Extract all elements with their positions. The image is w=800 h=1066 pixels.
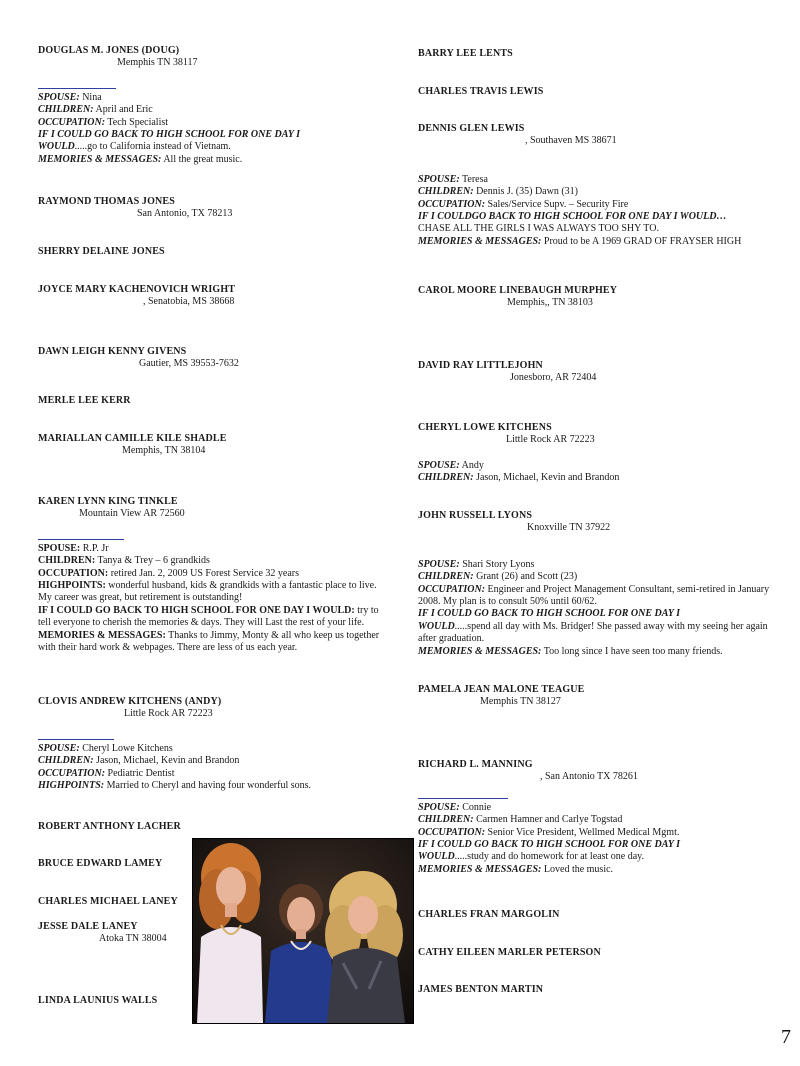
reunion-photo [192, 838, 414, 1024]
spouse-line: SPOUSE: Teresa [418, 173, 488, 185]
spouse-line: SPOUSE: R.P. Jr [38, 542, 109, 554]
entry-name: RAYMOND THOMAS JONES [38, 196, 175, 207]
divider-rule [38, 88, 116, 89]
entry-david-littlejohn [418, 360, 778, 385]
spouse-line: SPOUSE: Connie [418, 801, 492, 813]
entry-mariallan-shadle [38, 433, 390, 458]
spouse-line: SPOUSE: Shari Story Lyons [418, 558, 535, 570]
would-line: WOULD.....spend all day with Ms. Bridger! She passed away with my seeing her again after graduation. [418, 620, 768, 645]
occupation-line: OCCUPATION: Sales/Service Supv. – Security Fire [418, 198, 629, 210]
entry-richard-manning [418, 759, 778, 876]
entry-address: San Antonio, TX 78213 [137, 208, 233, 220]
if-i-could-line: IF I COULD GO BACK TO HIGH SCHOOL FOR ONE DAY I [38, 129, 300, 141]
entry-address: Little Rock AR 72223 [506, 434, 595, 446]
occupation-line: OCCUPATION: Senior Vice President, Wellmed Medical Mgmt. [418, 826, 680, 838]
children-line: CHILDREN: Carmen Hamner and Carlye Togstad [418, 814, 623, 826]
divider-rule [38, 539, 124, 540]
if-i-could-line: IF I COULD GO BACK TO HIGH SCHOOL FOR ONE DAY I WOULD: try to tell everyone to cherish the memories & days. They will Last the rest of your life. [38, 604, 379, 629]
entry-name: CHERYL LOWE KITCHENS [418, 422, 552, 433]
highpoints-line: HIGHPOINTS: wonderful husband, kids & grandkids with a fantastic place to live. My career was great, but retirement is outstanding! [38, 580, 377, 604]
would-line: WOULD.....study and do homework for at least one day. [418, 851, 644, 863]
entry-name: JESSE DALE LANEY [38, 921, 138, 932]
entry-address: , San Antonio TX 78261 [540, 771, 638, 783]
entry-address: Gautier, MS 39553-7632 [139, 358, 239, 370]
entry-name: LINDA LAUNIUS WALLS [38, 995, 158, 1006]
entry-address: Knoxville TN 37922 [527, 522, 611, 534]
occupation-line: OCCUPATION: Tech Specialist [38, 116, 169, 128]
children-line: CHILDREN: April and Eric [38, 104, 153, 116]
children-line: CHILDREN: Jason, Michael, Kevin and Brandon [38, 755, 240, 767]
spouse-line: SPOUSE: Andy [418, 459, 484, 471]
entry-douglas-jones [38, 45, 390, 166]
entry-james-martin [418, 984, 778, 996]
children-line: CHILDREN: Grant (26) and Scott (23) [418, 571, 578, 583]
occupation-line: OCCUPATION: Pediatric Dentist [38, 767, 175, 779]
entry-name: CATHY EILEEN MARLER PETERSON [418, 947, 601, 958]
entry-address: , Senatobia, MS 38668 [143, 296, 235, 308]
entry-address: Jonesboro, AR 72404 [510, 372, 597, 384]
entry-karen-tinkle [38, 496, 390, 654]
page-number: 7 [781, 1026, 791, 1048]
entry-barry-lents [418, 48, 778, 60]
entry-address: Little Rock AR 72223 [124, 708, 213, 720]
entry-merle-kerr [38, 395, 390, 407]
memories-line: MEMORIES & MESSAGES: Loved the music. [418, 863, 614, 875]
entry-john-lyons [418, 510, 778, 658]
memories-line: MEMORIES & MESSAGES: Too long since I have seen too many friends. [418, 645, 723, 657]
if-i-could-line: IF I COULD GO BACK TO HIGH SCHOOL FOR ONE DAY I [418, 839, 680, 851]
entry-name: KAREN LYNN KING TINKLE [38, 496, 178, 507]
entry-charles-lewis [418, 86, 778, 98]
spouse-line: SPOUSE: Cheryl Lowe Kitchens [38, 742, 173, 754]
if-i-could-line: IF I COULD GO BACK TO HIGH SCHOOL FOR ONE DAY I [418, 608, 680, 620]
entry-name: JOHN RUSSELL LYONS [418, 510, 533, 521]
entry-name: BARRY LEE LENTS [418, 48, 513, 59]
entry-name: PAMELA JEAN MALONE TEAGUE [418, 684, 585, 695]
spouse-line: SPOUSE: Nina [38, 91, 102, 103]
if-i-could-answer: CHASE ALL THE GIRLS I WAS ALWAYS TOO SHY TO. [418, 223, 659, 235]
would-line: WOULD.....go to California instead of Vietnam. [38, 141, 231, 153]
photo-three-women [193, 839, 413, 1023]
entry-name: BRUCE EDWARD LAMEY [38, 858, 163, 869]
entry-name: CHARLES MICHAEL LANEY [38, 896, 178, 907]
entry-dawn-givens [38, 346, 390, 371]
entry-name: DAWN LEIGH KENNY GIVENS [38, 346, 187, 357]
memories-line: MEMORIES & MESSAGES: Thanks to Jimmy, Monty & all who keep us together with their hard work & webpages. There are less of us each year. [38, 629, 380, 654]
entry-robert-lacher [38, 821, 390, 833]
children-line: CHILDREN: Jason, Michael, Kevin and Brandon [418, 472, 620, 484]
entry-raymond-jones [38, 196, 390, 221]
entry-name: CAROL MOORE LINEBAUGH MURPHEY [418, 285, 618, 296]
entry-name: CHARLES FRAN MARGOLIN [418, 909, 560, 920]
occupation-line: OCCUPATION: Engineer and Project Management Consultant, semi-retired in January 2008. My plan is to consult 50% until 60/62. [418, 583, 770, 608]
children-line: CHILDREN: Tanya & Trey – 6 grandkids [38, 555, 210, 567]
entry-name: MERLE LEE KERR [38, 395, 131, 406]
children-line: CHILDREN: Dennis J. (35) Dawn (31) [418, 186, 578, 198]
entry-address: Memphis, TN 38104 [122, 445, 206, 457]
entry-name: DENNIS GLEN LEWIS [418, 123, 525, 134]
entry-andy-kitchens [38, 696, 390, 792]
divider-rule [418, 798, 508, 799]
entry-name: CLOVIS ANDREW KITCHENS (ANDY) [38, 696, 222, 707]
entry-dennis-lewis [418, 123, 778, 248]
entry-address: Atoka TN 38004 [99, 933, 167, 945]
entry-carol-murphey [418, 285, 778, 310]
entry-charles-margolin [418, 909, 778, 921]
entry-address: Memphis TN 38127 [480, 696, 561, 708]
occupation-line: OCCUPATION: retired Jan. 2, 2009 US Forest Service 32 years [38, 567, 299, 579]
entry-name: SHERRY DELAINE JONES [38, 246, 165, 257]
divider-rule [38, 739, 114, 740]
entry-cheryl-kitchens [418, 422, 778, 485]
entry-name: DOUGLAS M. JONES (DOUG) [38, 45, 180, 56]
entry-joyce-wright [38, 284, 390, 309]
entry-name: JOYCE MARY KACHENOVICH WRIGHT [38, 284, 236, 295]
entry-name: RICHARD L. MANNING [418, 759, 533, 770]
entry-name: MARIALLAN CAMILLE KILE SHADLE [38, 433, 227, 444]
entry-address: Mountain View AR 72560 [79, 508, 185, 520]
entry-name: DAVID RAY LITTLEJOHN [418, 360, 543, 371]
entry-pamela-teague [418, 684, 778, 709]
entry-sherry-jones [38, 246, 390, 258]
memories-line: MEMORIES & MESSAGES: All the great music. [38, 153, 243, 165]
entry-address: Memphis,, TN 38103 [507, 297, 593, 309]
entry-name: ROBERT ANTHONY LACHER [38, 821, 181, 832]
entry-name: CHARLES TRAVIS LEWIS [418, 86, 544, 97]
if-i-could-line: IF I COULDGO BACK TO HIGH SCHOOL FOR ONE DAY I WOULD… [418, 211, 727, 223]
entry-address: Memphis TN 38117 [117, 57, 198, 69]
entry-cathy-peterson [418, 947, 778, 959]
memories-line: MEMORIES & MESSAGES: Proud to be A 1969 GRAD OF FRAYSER HIGH [418, 235, 742, 247]
highpoints-line: HIGHPOINTS: Married to Cheryl and having four wonderful sons. [38, 780, 312, 792]
entry-name: JAMES BENTON MARTIN [418, 984, 544, 995]
entry-address: , Southaven MS 38671 [525, 135, 617, 147]
